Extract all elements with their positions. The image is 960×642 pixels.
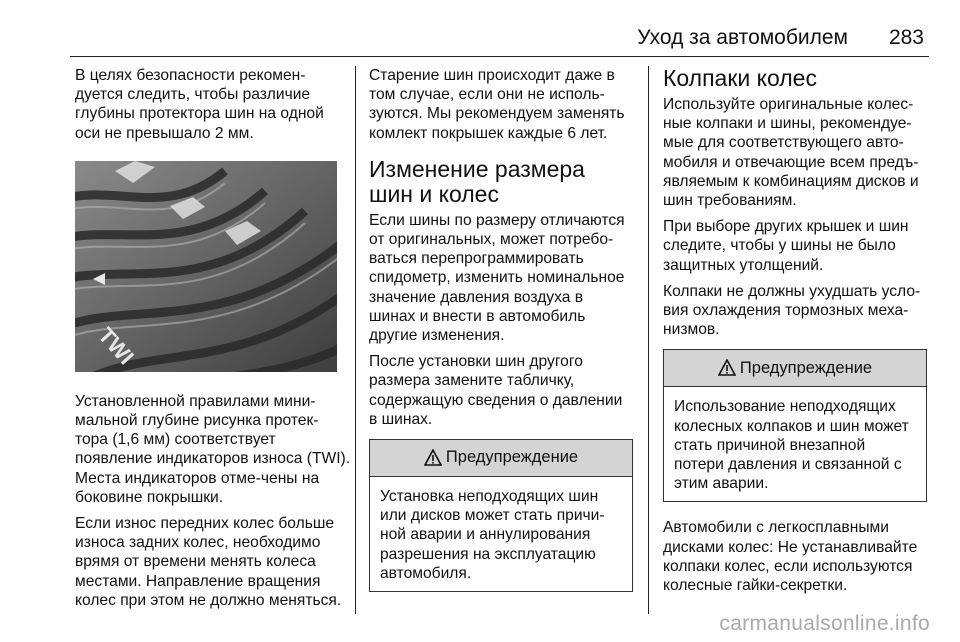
column-2 bbox=[369, 66, 633, 592]
twi-label: TWI bbox=[93, 322, 139, 370]
header-title: Уход за автомобилем bbox=[637, 26, 848, 49]
col2-paragraph-3: После установки шин другого размера замените табличку, содержащую сведения о давлении в шинах. bbox=[369, 353, 623, 428]
column-3 bbox=[663, 66, 927, 602]
col1-paragraph-1: В целях безопасности рекомен-дуется следить, чтобы различие глубины протектора шин на одной оси не превышало 2 мм. bbox=[75, 67, 324, 142]
page-header bbox=[0, 0, 960, 58]
warning-title-2: Предупреждение bbox=[739, 358, 873, 377]
section-heading-wheel-covers: Колпаки колес bbox=[663, 65, 817, 91]
warning-text-2: Использование неподходящих колесных колпаков и шин может стать причиной внезапной потери давления и связанной с этим аварии. bbox=[674, 398, 909, 493]
column-divider-1 bbox=[355, 66, 356, 614]
warning-body-1 bbox=[370, 477, 632, 591]
warning-title-1: Предупреждение bbox=[445, 448, 579, 467]
col1-paragraph-2: Установленной правилами мини-мальной глубине рисунка протек-тора (1,6 мм) соответствует появление индикаторов износа (TWI). Места индикаторов отме-чены на боковине покрышки. bbox=[75, 392, 351, 506]
warning-box-2 bbox=[663, 349, 927, 502]
col1-paragraph-3: Если износ передних колес больше износа задних колес, необходимо врямя от времени менять колеса местами. Направление вращения колес при этом не должно меняться. bbox=[75, 515, 342, 609]
warning-box-1 bbox=[369, 439, 633, 592]
header-rule bbox=[70, 56, 929, 57]
section-heading-tire-size: Изменение размера шин и колес bbox=[369, 155, 585, 207]
watermark: carmanualsonline.info bbox=[719, 612, 930, 635]
warning-text-1: Установка неподходящих шин или дисков может стать причи-ной аварии и аннулирования разрешения на эксплуатацию автомобиля. bbox=[380, 488, 605, 582]
warning-body-2 bbox=[664, 387, 926, 501]
warning-triangle-icon bbox=[424, 449, 442, 467]
warning-triangle-icon bbox=[718, 359, 736, 377]
col3-paragraph-3: Колпаки не должны ухудшать усло-вия охлаждения тормозных меха-низмов. bbox=[663, 282, 921, 339]
page-number: 283 bbox=[888, 26, 924, 49]
col3-paragraph-1: Используйте оригинальные колес-ные колпаки и шины, рекомендуе-мые для соответствующего авто-мобиля и отвечающие всем предъ-являемым к комбинациям дисков и шин требованиям. bbox=[663, 96, 919, 210]
column-divider-2 bbox=[648, 66, 649, 614]
tire-tread-illustration bbox=[75, 161, 337, 372]
warning-header-2 bbox=[664, 350, 926, 387]
col2-paragraph-1: Старение шин происходит даже в том случае, если они не исполь-зуются. Мы рекомендуем заменять комлект покрышек каждые 6 лет. bbox=[369, 67, 625, 142]
col3-paragraph-2: При выборе других крышек и шин следите, чтобы у шины не было защитных утолщений. bbox=[663, 218, 909, 274]
tire-tread-figure bbox=[75, 161, 337, 372]
col3-paragraph-4: Автомобили с легкосплавными дисками колес: Не устанавливайте колпаки колес, если используются колесные гайки-секретки. bbox=[663, 519, 918, 595]
warning-header-1 bbox=[370, 440, 632, 477]
col2-paragraph-2: Если шины по размеру отличаются от оригинальных, может потребо-ваться перепрограммировать спидометр, изменить номинальное значение давления воздуха в шинах и внести в автомобиль другие изменения. bbox=[369, 211, 625, 345]
column-1 bbox=[75, 66, 351, 617]
